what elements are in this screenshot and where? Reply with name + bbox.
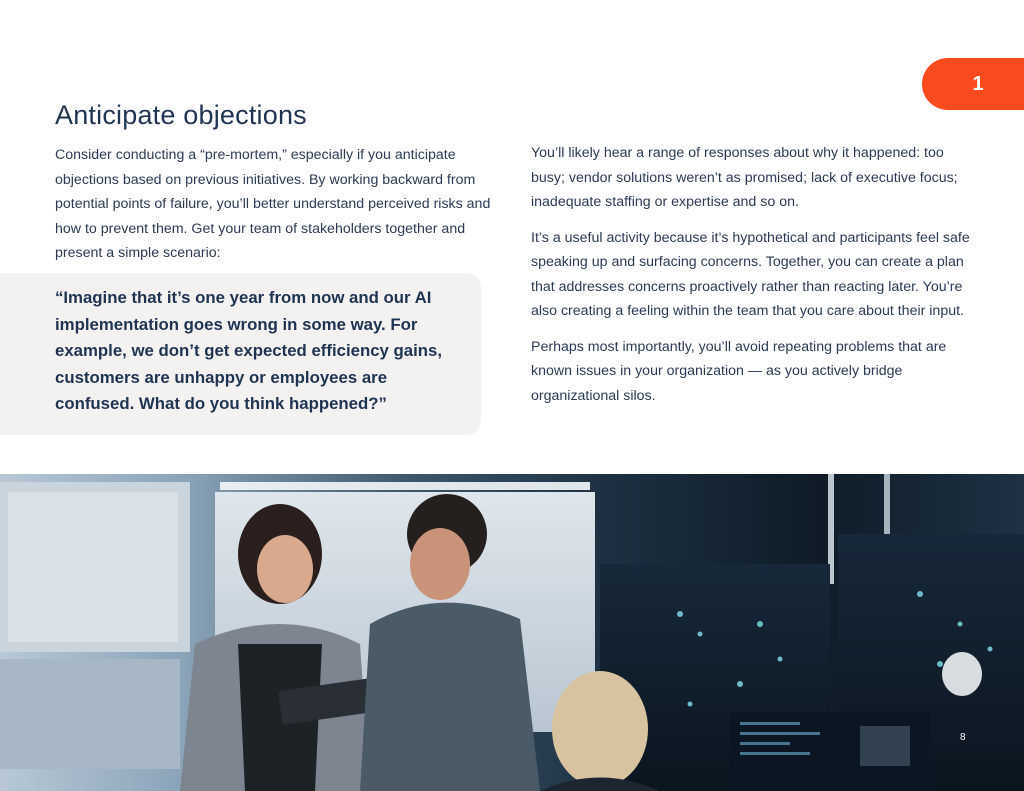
team-photo [0,474,1024,791]
quote-text: “Imagine that it’s one year from now and our AI implementation goes wrong in some way. For example, we don’t get expected efficiency gains, customers are unhappy or employees are confused. What do you think happened?” [55,288,443,413]
right-column [531,141,976,419]
section-number-badge [922,58,1024,110]
paragraph-useful-activity: It’s a useful activity because it’s hypothetical and participants feel safe speaking up and surfacing concerns. Together, you can create a plan that addresses concerns proactively rather than reacting later. You’re also creating a feeling within the team that you care about their input. [531,229,970,319]
team-photo-icon [0,474,1024,791]
section-number: 1 [972,72,984,95]
paragraph-avoid-problems: Perhaps most importantly, you’ll avoid repeating problems that are known issues in your organization — as you actively bridge organizational silos. [531,338,947,404]
section-title: Anticipate objections [55,100,307,130]
paragraph-responses: You’ll likely hear a range of responses about why it happened: too busy; vendor solutions weren’t as promised; lack of executive focus; inadequate staffing or expertise and so on. [531,145,958,210]
intro-paragraph: Consider conducting a “pre-mortem,” especially if you anticipate objections based on previous initiatives. By working backward from potential points of failure, you’ll better understand perceived risks and how to prevent them. Get your team of stakeholders together and present a simple scenario: [55,147,491,261]
page-number: 8 [960,732,966,743]
